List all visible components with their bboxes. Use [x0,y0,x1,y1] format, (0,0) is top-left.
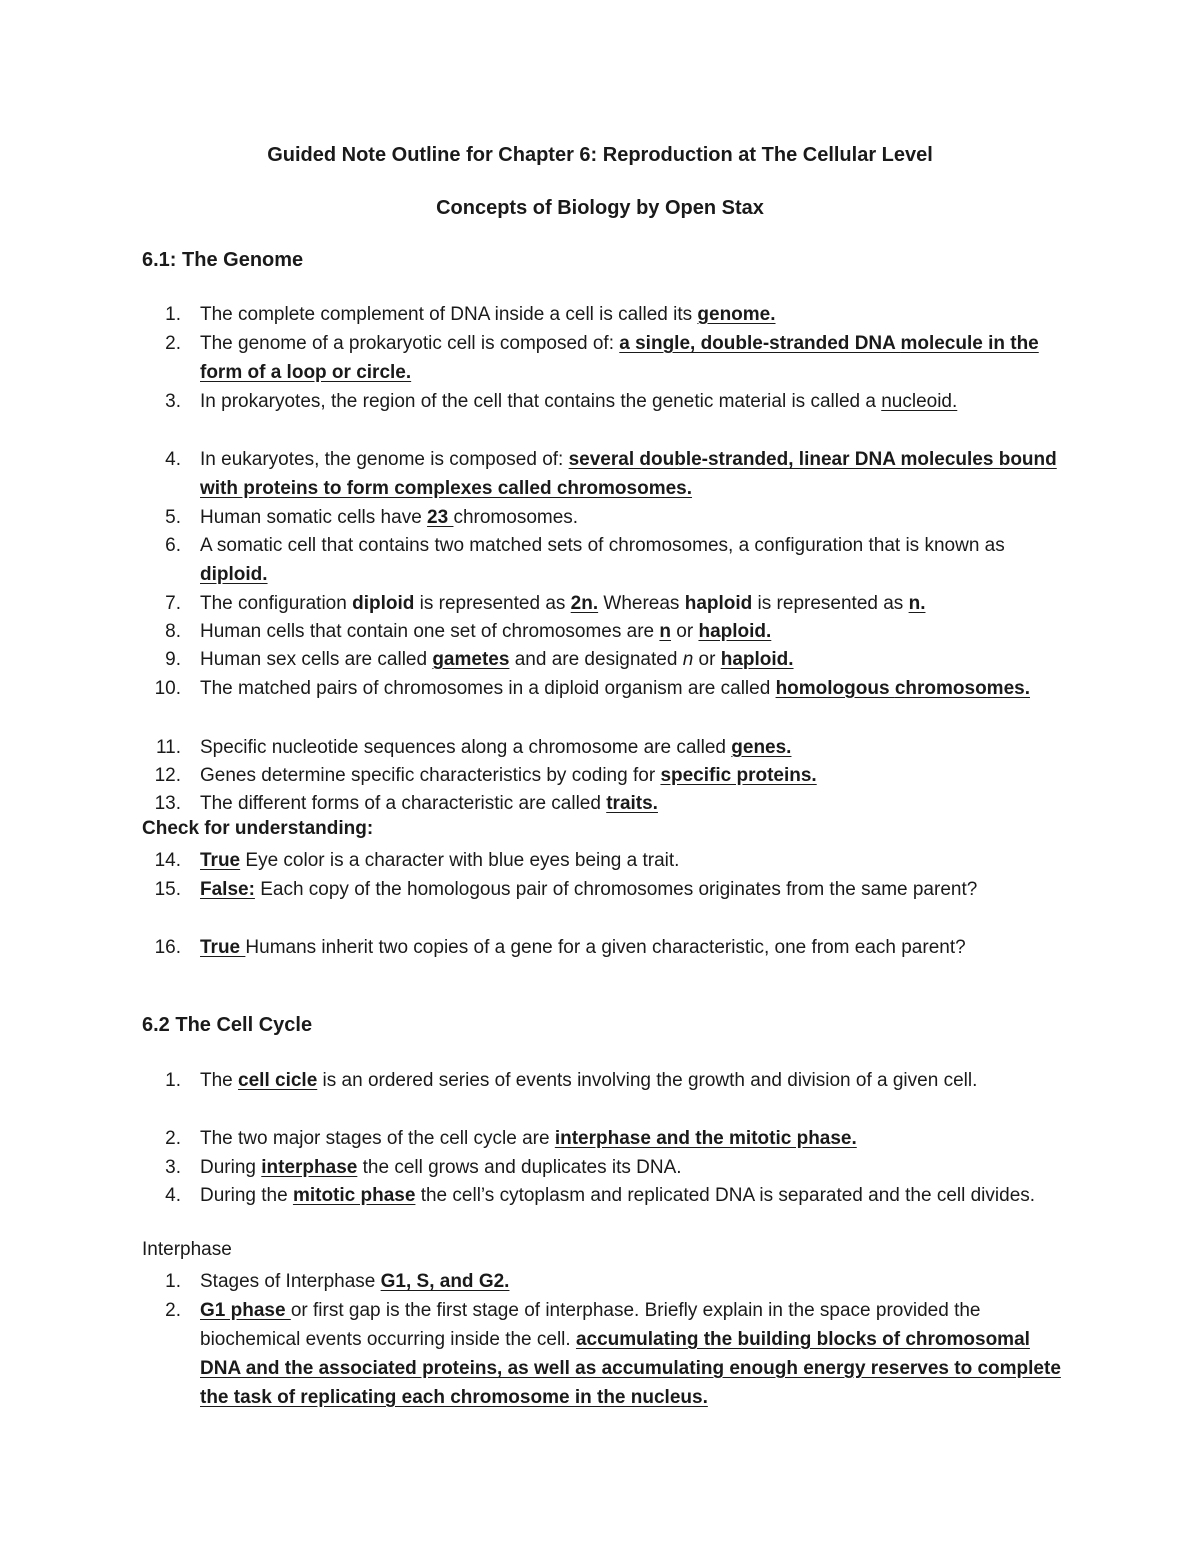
item-number: 12. [154,765,181,786]
answer: accumulating the building blocks of chromosomal DNA and the associated proteins, as well as accumulating enough energy reserves to complete the task of replicating each chromosome in the nucleus. [200,1329,1061,1408]
item-number: 5. [165,507,181,528]
interphase-heading: Interphase [142,1239,232,1260]
item-number: 15. [154,879,181,900]
answer: interphase and the mitotic phase. [554,1128,857,1149]
answer: several double-stranded, linear DNA [568,449,901,470]
answer: traits. [606,793,658,814]
item-number: 2. [165,1128,181,1149]
answer: G1 phase [200,1300,291,1321]
item-number: 16. [154,937,181,958]
answer: n [659,621,672,642]
check-heading: Check for understanding: [142,818,374,839]
answer: cell cicle [238,1070,318,1091]
item-number: 14. [154,850,181,871]
answer: interphase [261,1157,358,1178]
answer: True [200,850,241,871]
section-heading-6-1: 6.1: The Genome [142,249,304,271]
answer: n. [908,593,926,614]
answer: gametes [432,649,510,670]
item-number: 4. [165,449,181,470]
answer: mitotic phase [292,1185,416,1206]
answer: haploid. [698,621,772,642]
item-number: 8. [165,621,181,642]
answer: genome. [697,304,776,325]
item-number: 1. [165,304,181,325]
item-number: 13. [154,793,181,814]
answer: 23 [427,507,454,528]
item-number: 4. [165,1185,181,1206]
item-number: 3. [165,1157,181,1178]
answer: G1, S, and G2. [380,1271,510,1292]
document-title: Guided Note Outline for Chapter 6: Reproduction at The Cellular Level [267,144,933,166]
item-number: 3. [165,391,181,412]
answer: specific proteins. [660,765,817,786]
item-number: 2. [165,1300,181,1321]
answer: chromosomes. [894,678,1030,699]
item-number: 6. [165,535,181,556]
answer: nucleoid. [881,391,958,412]
answer: molecules bound with proteins to form complexes called chromosomes. [200,449,1057,499]
answer: True [200,937,246,958]
document-subtitle: Concepts of Biology by Open Stax [436,197,764,219]
item-number: 2. [165,333,181,354]
item-number: 10. [154,678,181,699]
item-number: 1. [165,1271,181,1292]
item-number: 11. [155,737,181,758]
answer: a single, double-stranded DNA [619,333,901,354]
document-page: Guided Note Outline for Chapter 6: Reproduction at The Cellular Level Concepts of Biology by Open Stax 6.1: The Genome 1. The complete complement of DNA inside a cell is called its genome. 2. The genome of a prokaryotic cell is composed of: a single, double-stranded DNA molecule in the form of a loop or circle. 3. In prokaryotes, the region of the cell that contains the genetic material is called a nucleoid. 4. In eukaryotes, the genome is composed of: several double-stranded, linear DNA molecules bound with proteins to form complexes called chromosomes. 5. Human somatic cells have 23 chromosomes. 6. A somatic cell that contains two matched sets of chromosomes, a configuration that is known as diploid. 7. The configuration diploid is represented as 2n. Whereas haploid is represented as n. 8. Human cells that contain one set of chromosomes are n or haploid. 9. Human sex cells are called gametes and are designated n or haploid. 10. The matched pairs of chromosomes in a diploid organism are called homologous chromosomes. 11. Specific nucleotide sequences along a chromosome are called genes. 12. Genes determine specific characteristics by coding for specific proteins. 13. The different forms of a characteristic are called traits. Check for understanding: 14. True Eye color is a character with blue eyes being a trait. 15. False: Each copy of the homologous pair of chromosomes originates from the same parent? 16. True Humans inherit two copies of a gene for a given characteristic, one from each parent? 6.2 The Cell Cycle 1. The cell cicle is an ordered series of events involving the growth and division of a given cell. 2. The two major stages of the cell cycle are interphase and the mitotic phase. 3. During interphase the cell grows and duplicates its DNA. 4. During the mitotic phase the cell’s cytoplasm and replicated DNA is separated and the cell divides. Interphase 1. Stages of Interphase G1, S, and G2. 2. G1 phase or first gap is the first stage of interphase. Briefly explain in the space provided the biochemical events occurring inside the cell. accumulating the building blocks of chromosomal DNA and the associated proteins, as well as accumulating enough energy reserves to complete the task of replicating each chromosome in the nucleus. [0,0,1200,1553]
item-number: 7. [165,593,181,614]
answer: haploid. [720,649,794,670]
item-number: 1. [165,1070,181,1091]
item-number: 9. [165,649,181,670]
answer: diploid. [200,564,268,585]
answer: False: [200,879,255,900]
answer: homologous [775,678,895,699]
section-heading-6-2: 6.2 The Cell Cycle [142,1014,313,1036]
answer: genes. [731,737,792,758]
answer: molecule in the form of a loop or circle. [200,333,1039,383]
answer: 2n. [570,593,599,614]
